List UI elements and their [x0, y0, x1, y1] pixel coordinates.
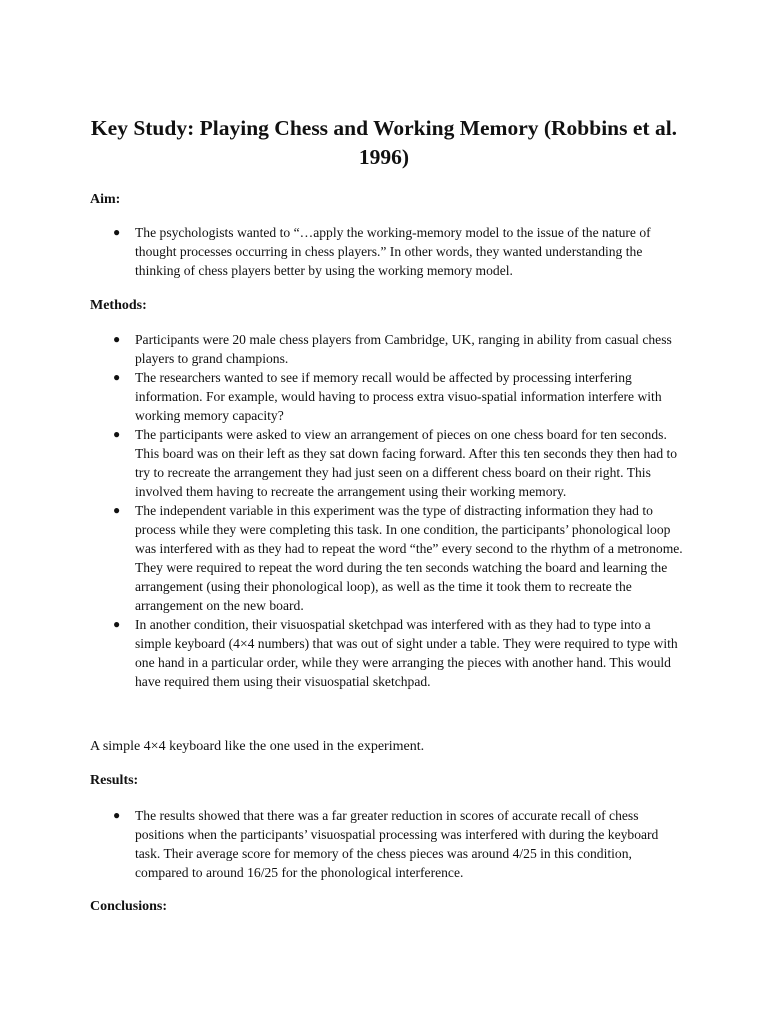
list-item [0, 330, 683, 368]
results-text: The results showed that there was a far greater reduction in scores of accurate recall of chess positions when the participants’ visuospatial processing was interfered with during the keyboard task. Their average score for memory of the chess pieces was around 4/25 in this condition, compared to around 16/25 for the phonological interference. [135, 808, 659, 880]
methods-heading: Methods: [90, 298, 147, 313]
methods-text: The participants were asked to view an arrangement of pieces on one chess board for ten seconds. This board was on their left as they sat down facing forward. After this ten seconds they then had to try to recreate the arrangement they had just seen on a different chess board on their right. This involved them having to recreate the arrangement using their working memory. [135, 427, 678, 499]
list-item [0, 425, 683, 501]
list-item [0, 806, 683, 882]
list-item [0, 223, 683, 280]
bullet-icon: ● [113, 808, 121, 822]
bullet-icon: ● [113, 617, 121, 631]
bullet-icon: ● [113, 427, 121, 441]
methods-text: Participants were 20 male chess players from Cambridge, UK, ranging in ability from casual chess players to grand champions. [135, 332, 672, 366]
keyboard-caption: A simple 4×4 keyboard like the one used in the experiment. [90, 739, 425, 754]
bullet-icon: ● [113, 332, 121, 346]
conclusions-heading: Conclusions: [90, 899, 168, 914]
list-item [0, 368, 683, 425]
bullet-icon: ● [113, 370, 121, 384]
bullet-icon: ● [113, 503, 121, 517]
methods-list [0, 330, 768, 691]
results-list [0, 806, 768, 882]
methods-text: In another condition, their visuospatial sketchpad was interfered with as they had to type into a simple keyboard (4×4 numbers) that was out of sight under a table. They were required to type with one hand in a particular order, while they were arranging the pieces with another hand. This would have required them using their visuospatial sketchpad. [135, 617, 678, 689]
list-item [0, 615, 683, 691]
methods-text: The independent variable in this experiment was the type of distracting information they had to process while they were completing this task. In one condition, the participants’ phonological loop was interfered with as they had to repeat the word “the” every second to the rhythm of a metronome. They were required to repeat the word during the ten seconds watching the board and learning the arrangement (using their phonological loop), as well as the time it took them to recreate the arrangement on the new board. [135, 503, 683, 613]
methods-text: The researchers wanted to see if memory recall would be affected by processing interfering information. For example, would having to process extra visuo-spatial information interfere with working memory capacity? [135, 370, 662, 423]
aim-text: The psychologists wanted to “…apply the working-memory model to the issue of the nature of thought processes occurring in chess players.” In other words, they wanted understanding the thinking of chess players better by using the working memory model. [135, 225, 651, 278]
aim-heading: Aim: [90, 192, 121, 207]
list-item [0, 501, 683, 615]
bullet-icon: ● [113, 225, 121, 239]
page-title: Key Study: Playing Chess and Working Memory (Robbins et al. 1996) [90, 116, 678, 169]
aim-list [0, 223, 768, 280]
results-heading: Results: [90, 773, 139, 788]
